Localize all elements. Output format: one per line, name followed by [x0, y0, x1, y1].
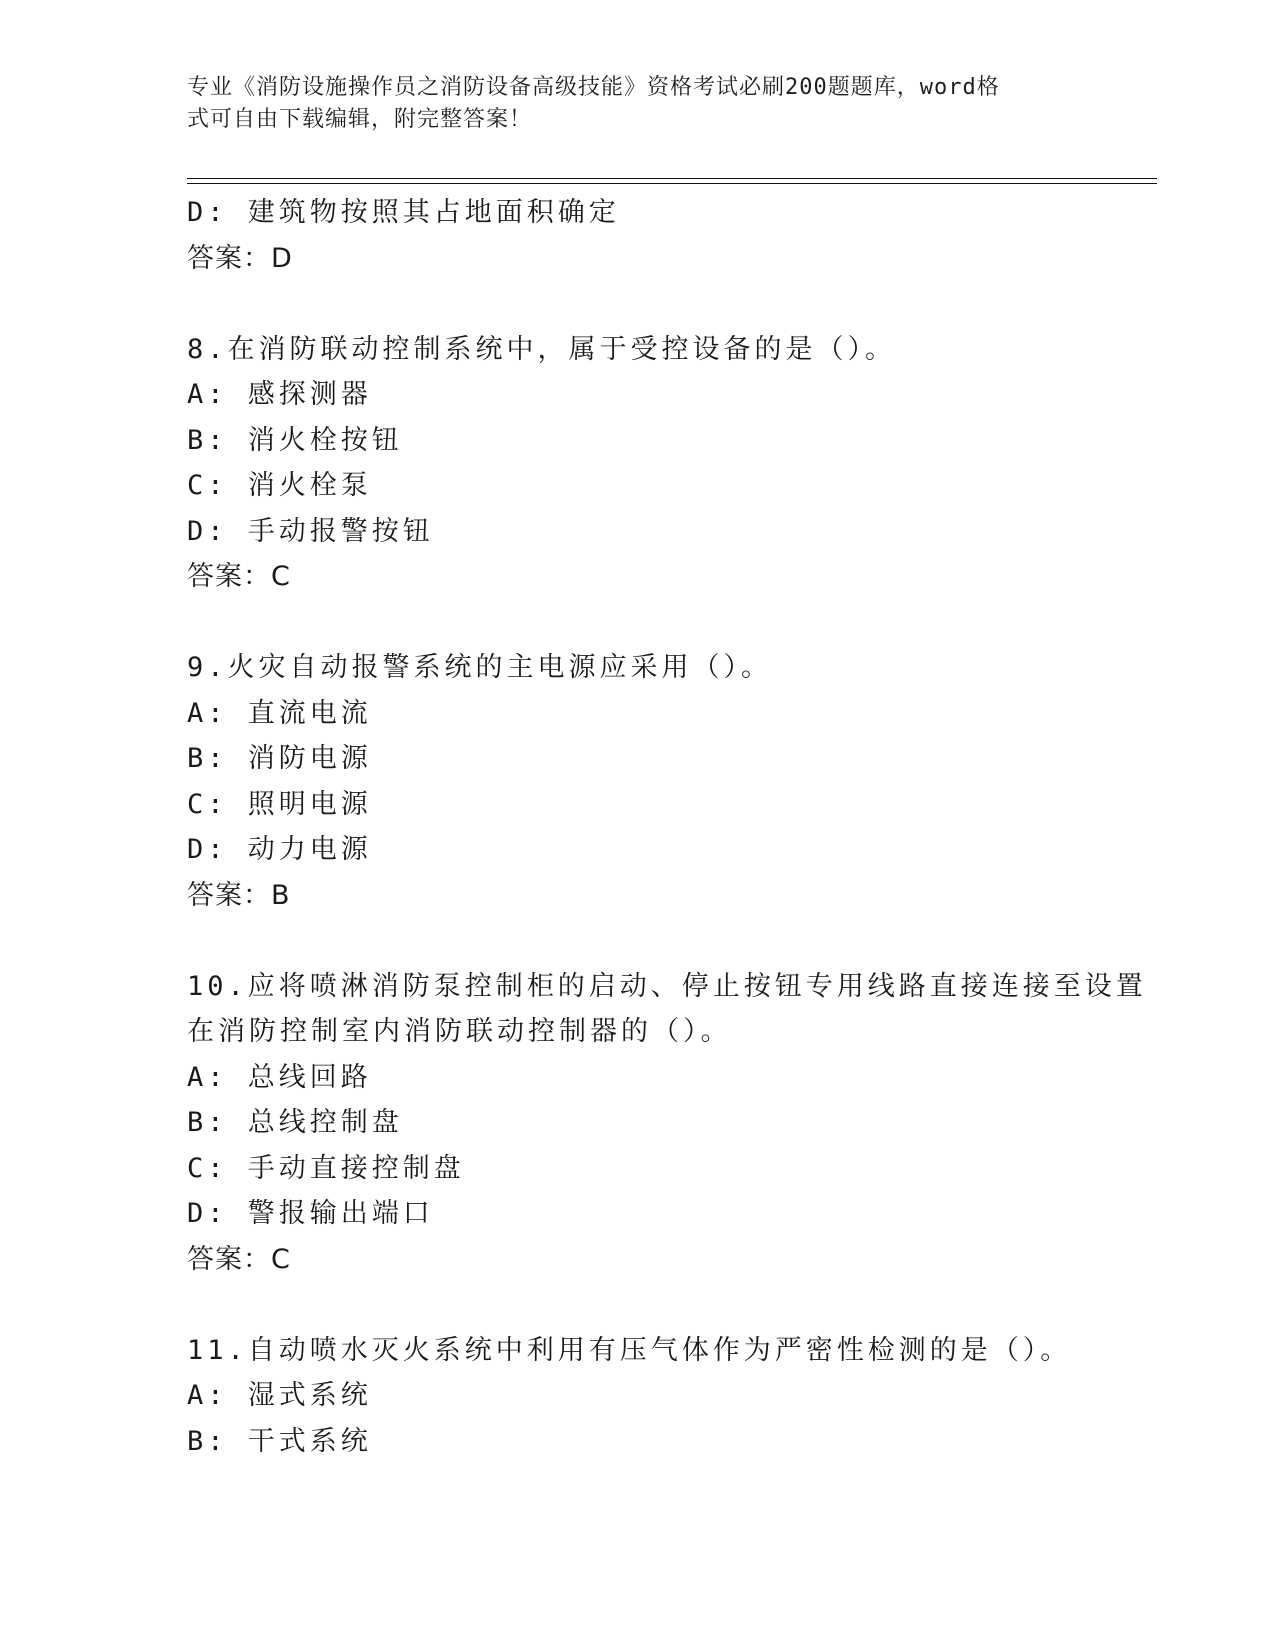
answer-label: 答案：D: [187, 242, 293, 274]
option-d: D: 警报输出端口: [187, 1198, 434, 1229]
option-a: A: 感探测器: [187, 379, 372, 410]
question-stem-line-1: 10.应将喷淋消防泵控制柜的启动、停止按钮专用线路直接连接至设置: [187, 970, 1147, 1002]
question-11: [187, 1328, 1087, 1465]
question-10: [187, 964, 1147, 1283]
answer-label: 答案：C: [187, 561, 291, 592]
option-b: B: 总线控制盘: [187, 1107, 403, 1138]
question-8: [187, 327, 1087, 600]
answer-label: 答案：B: [187, 879, 291, 911]
option-b: B: 消防电源: [187, 743, 372, 774]
option-d: D: 手动报警按钮: [187, 515, 434, 547]
question-stem-line-2: 在消防控制室内消防联动控制器的（）。: [187, 1016, 732, 1047]
option-c: C: 消火栓泵: [187, 470, 372, 501]
header-line-2: 式可自由下载编辑，附完整答案！: [187, 107, 533, 132]
option-b: B: 消火栓按钮: [187, 424, 403, 456]
option-c: C: 照明电源: [187, 788, 372, 820]
question-stem: 9.火灾自动报警系统的主电源应采用（）。: [187, 652, 773, 683]
header-divider-bottom: [187, 183, 1157, 184]
question-list: [187, 190, 1147, 1464]
option-d: D: 动力电源: [187, 834, 372, 865]
header-line-1: 专业《消防设施操作员之消防设备高级技能》资格考试必刷200题题库，word格: [187, 75, 1000, 100]
header-divider-top: [187, 178, 1157, 179]
question-stem: 11.自动喷水灭火系统中利用有压气体作为严密性检测的是（）。: [187, 1334, 1072, 1366]
option-a: A: 湿式系统: [187, 1380, 372, 1411]
option-a: A: 直流电流: [187, 697, 372, 729]
option-c: C: 手动直接控制盘: [187, 1152, 465, 1184]
option-a: A: 总线回路: [187, 1061, 372, 1093]
question-9: [187, 645, 1087, 918]
option-b: B: 干式系统: [187, 1425, 372, 1457]
document-header: [187, 72, 1067, 136]
option-d: D: 建筑物按照其占地面积确定: [187, 197, 620, 228]
answer-label: 答案：C: [187, 1243, 291, 1275]
question-stem: 8.在消防联动控制系统中，属于受控设备的是（）。: [187, 333, 897, 365]
